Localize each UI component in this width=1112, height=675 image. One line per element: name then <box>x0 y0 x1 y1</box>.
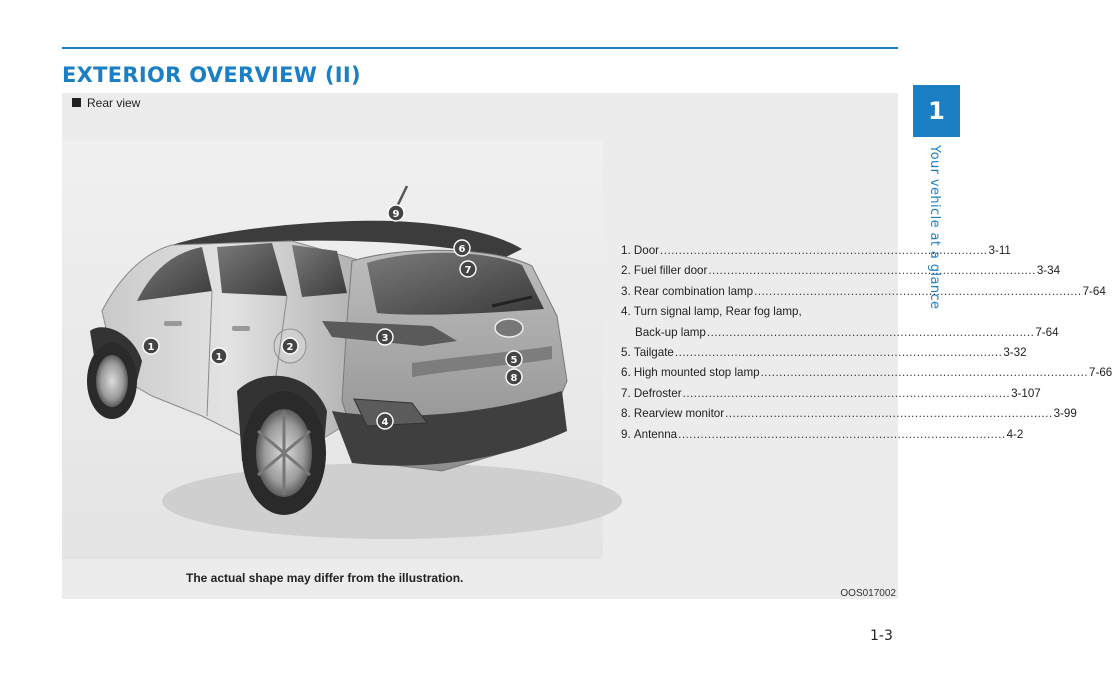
svg-text:1: 1 <box>215 352 223 363</box>
chapter-tab[interactable] <box>913 85 960 137</box>
header-rule <box>62 47 898 49</box>
part-name: Turn signal lamp, Rear fog lamp, <box>633 305 802 319</box>
part-number: 8 <box>621 407 628 421</box>
figure-code: OOS017002 <box>840 588 896 599</box>
part-name: Rearview monitor <box>633 407 725 421</box>
part-number: 6 <box>621 366 628 380</box>
parts-list <box>621 241 1112 445</box>
part-name: Rear combination lamp <box>633 284 754 298</box>
svg-text:4: 4 <box>381 417 389 428</box>
svg-text:7: 7 <box>464 265 472 276</box>
list-item[interactable]: 2 . Fuel filler door ........................................................................................ 3-34 <box>621 261 896 281</box>
part-name: Antenna <box>633 427 678 441</box>
page-reference: 3-11 <box>988 244 1011 257</box>
list-item[interactable]: 6 . High mounted stop lamp ........................................................................................ 7-66 <box>621 363 896 383</box>
list-item[interactable]: 3 . Rear combination lamp ........................................................................................ 7-64 <box>621 282 896 302</box>
list-item[interactable]: 4 . Turn signal lamp, Rear fog lamp, Back-up lamp ........................................................................................ 7-64 <box>621 302 896 343</box>
svg-text:3: 3 <box>381 333 389 344</box>
svg-text:2: 2 <box>286 342 294 353</box>
part-name: Defroster <box>633 386 682 400</box>
callout-marker <box>143 338 159 354</box>
svg-text:9: 9 <box>392 209 400 220</box>
page-reference: 7-64 <box>1082 284 1106 298</box>
page-reference: 7-66 <box>1089 366 1112 380</box>
square-bullet-icon <box>72 98 81 107</box>
part-name: Fuel filler door <box>633 264 708 278</box>
part-number: 5 <box>621 346 628 360</box>
chapter-number: 1 <box>928 97 945 125</box>
part-number: 2 <box>621 264 628 278</box>
page-title: EXTERIOR OVERVIEW (II) <box>62 63 361 87</box>
part-number: 3 <box>621 284 628 298</box>
svg-text:6: 6 <box>458 244 466 255</box>
svg-text:1: 1 <box>147 342 155 353</box>
illustration-note: The actual shape may differ from the illustration. <box>186 571 464 585</box>
page-reference: 3-107 <box>1011 386 1041 400</box>
section-label-text: Rear view <box>87 96 141 110</box>
part-number: 7 <box>621 386 628 400</box>
list-item[interactable]: 9 . Antenna ........................................................................................ 4-2 <box>621 425 896 445</box>
part-number: 1 <box>621 244 628 257</box>
section-label <box>72 96 140 110</box>
list-item[interactable]: 5 . Tailgate ........................................................................................ 3-32 <box>621 343 896 363</box>
page-reference: 4-2 <box>1006 427 1024 441</box>
svg-text:5: 5 <box>510 355 518 366</box>
chapter-title: Your vehicle at a glance <box>927 145 942 310</box>
callout-marker <box>388 205 404 221</box>
callout-marker <box>211 348 227 364</box>
list-item[interactable]: 8 . Rearview monitor ........................................................................................ 3-99 <box>621 404 896 424</box>
callout-marker <box>282 338 298 354</box>
page-reference: 3-32 <box>1003 346 1027 360</box>
list-item[interactable]: 1 . Door ........................................................................................ 3-11 <box>621 241 896 261</box>
part-name: Tailgate <box>633 346 674 360</box>
page-reference: 7-64 <box>1035 325 1059 339</box>
callout-marker <box>377 413 393 429</box>
vehicle-illustration <box>62 141 603 559</box>
callout-marker <box>460 261 476 277</box>
page-reference: 3-34 <box>1036 264 1061 278</box>
callout-marker <box>506 369 522 385</box>
part-number: 4 <box>621 305 628 319</box>
part-name: Door <box>633 244 660 257</box>
part-name: High mounted stop lamp <box>633 366 760 380</box>
list-item[interactable]: 7 . Defroster ........................................................................................ 3-107 <box>621 384 896 404</box>
callout-marker <box>506 351 522 367</box>
page-reference: 3-99 <box>1053 407 1077 421</box>
callout-marker <box>377 329 393 345</box>
part-name-continued: Back-up lamp <box>635 325 706 339</box>
part-number: 9 <box>621 427 628 441</box>
svg-text:8: 8 <box>510 373 518 384</box>
page-number: 1-3 <box>870 628 893 644</box>
callout-marker <box>454 240 470 256</box>
